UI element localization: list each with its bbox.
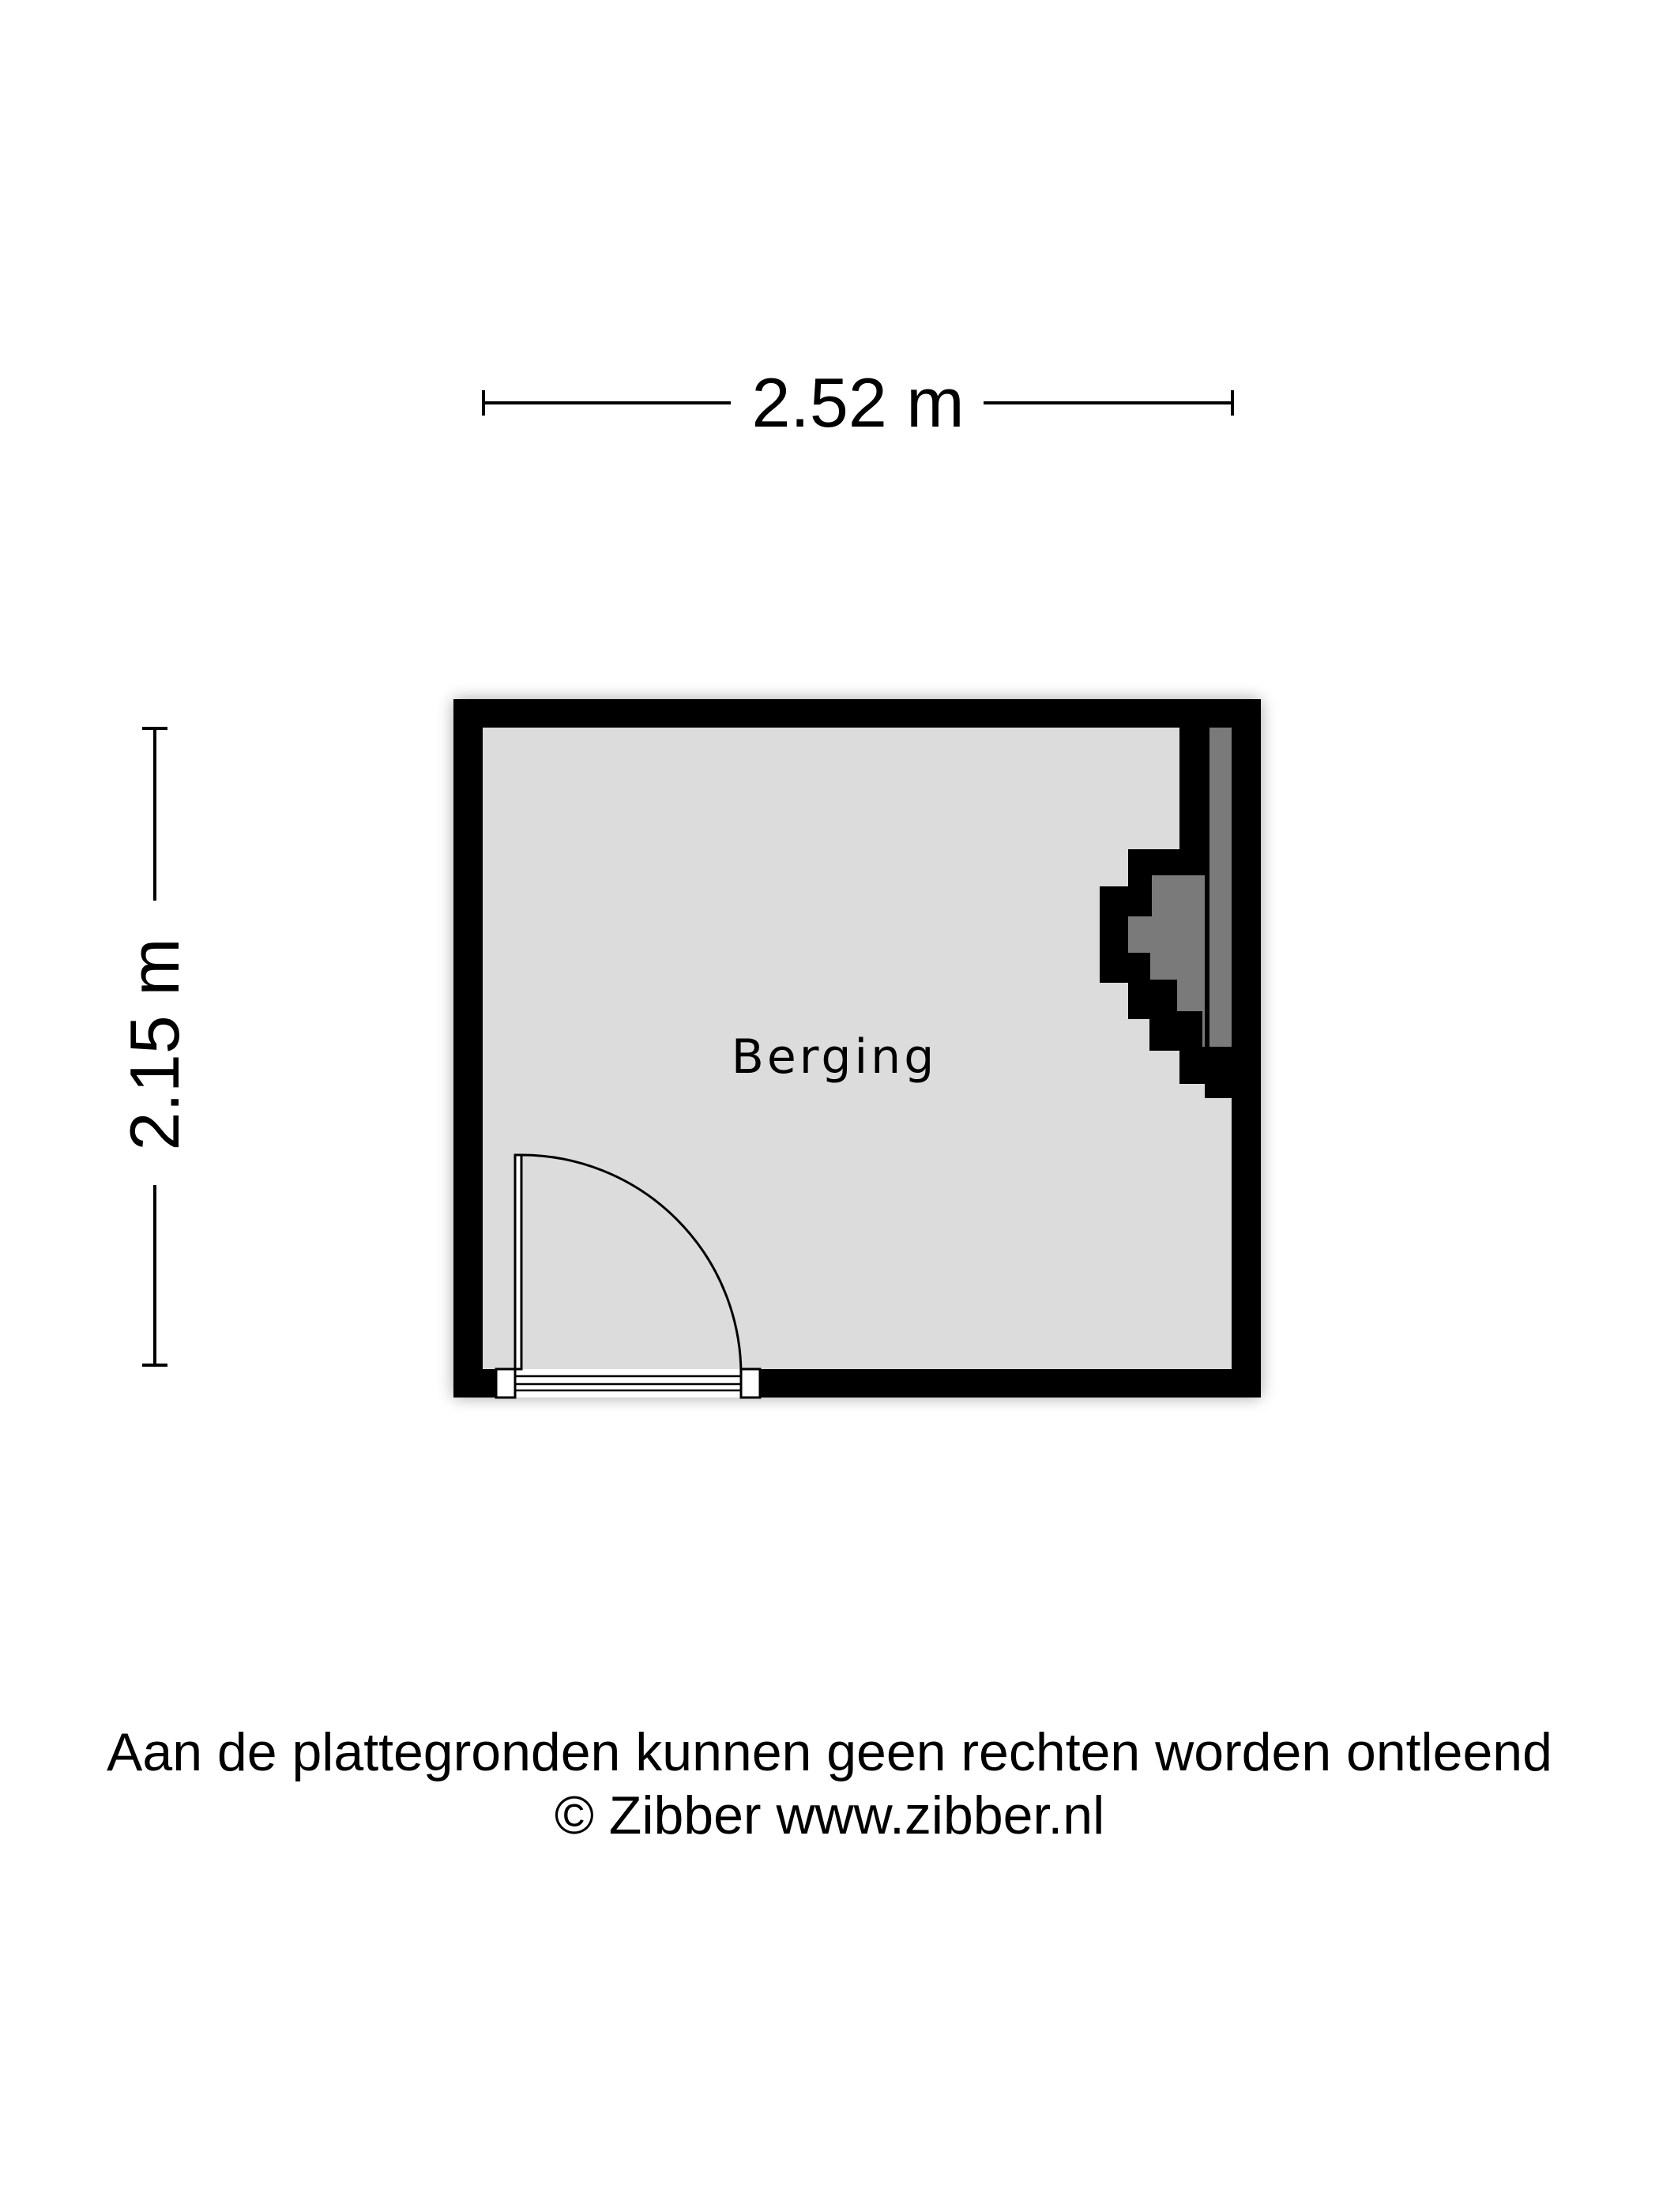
height-dimension (115, 728, 194, 1365)
width-dimension (483, 363, 1232, 442)
copyright-text: © Zibber www.zibber.nl (554, 1785, 1105, 1845)
door-leaf (515, 1155, 521, 1369)
width-label: 2.52 m (751, 363, 965, 442)
disclaimer-text: Aan de plattegronden kunnen geen rechten worden ontleend (107, 1722, 1552, 1782)
height-label: 2.15 m (115, 938, 194, 1151)
room-label: Berging (731, 1029, 938, 1085)
